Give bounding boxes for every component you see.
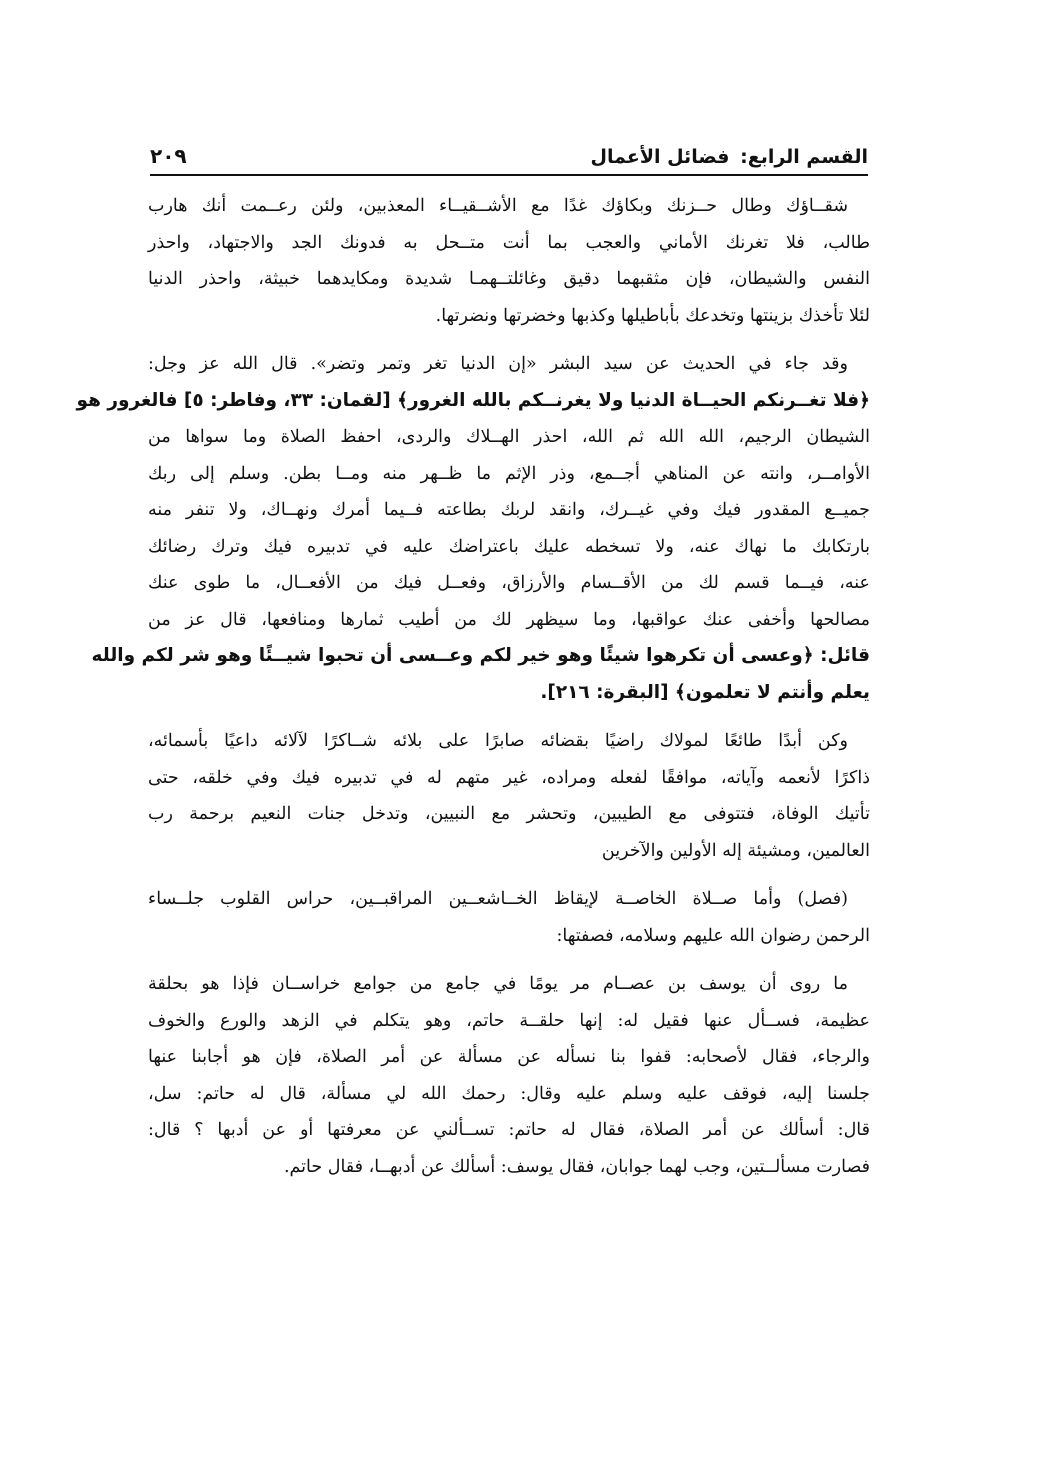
text-line: وقد جاء في الحديث عن سيد البشر «إن الدنيا تغر وتمر وتضر». قال الله عز وجل: — [148, 354, 848, 374]
text-line: ذاكرًا لأنعمه وآياته، موافقًا لفعله ومراده، غير متهم له في تدبيره فيك وفي خلقه، حتى — [148, 767, 870, 788]
text-line: فصارت مسألــتين، وجب لهما جوابان، فقال يوسف: أسألك عن أدبهــا، فقال حاتم. — [283, 1156, 870, 1177]
text-line: الأوامــر، وانته عن المناهي أجــمع، وذر الإثم ما ظــهر منه ومــا بطن. وسلم إلى ربك — [148, 463, 870, 484]
text-line: الشيطان الرجيم، الله الله ثم الله، احذر الهــلاك والردى، احفظ الصلاة وما سواها من — [148, 427, 870, 447]
paragraph-2 — [76, 346, 870, 711]
paragraph-4 — [148, 881, 870, 954]
paragraph-5 — [148, 966, 870, 1185]
text-line: جلسنا إليه، فوقف عليه وسلم عليه وقال: رحمك الله لي مسألة، قال له حاتم: سل، — [148, 1083, 870, 1104]
quran-verse-line: قائل: ﴿وعسى أن تكرهوا شيئًا وهو خير لكم وعــسى أن تحبوا شيــئًا وهو شر لكم والله — [91, 645, 870, 666]
page-body — [76, 188, 870, 1197]
text-line: مصالحها وأخفى عنك عواقبها، وما سيظهر لك من أطيب ثمارها ومنافعها، قال عز من — [148, 609, 870, 630]
section-title — [590, 146, 868, 174]
text-line: (فصل) وأما صــلاة الخاصــة لإيقاظ الخــاشعــين المراقبــين، حراس القلوب جلــساء — [148, 889, 848, 909]
text-line: ما روى أن يوسف بن عصــام مر يومًا في جامع من جوامع خراســان فإذا هو بحلقة — [148, 974, 848, 994]
text-line: بارتكابك ما نهاك عنه، ولا تسخطه عليك باعتراضك عليه في تدبيره فيك وترك رضائك — [148, 536, 870, 557]
page-number: ٢٠٩ — [150, 144, 187, 168]
subject-label: فضائل الأعمال — [590, 146, 730, 168]
running-header — [150, 128, 868, 176]
text-line: النفس والشيطان، فإن مثقبهما دقيق وغائلتــهمـا شديدة ومكايدهما خبيثة، واحذر الدنيا — [148, 269, 870, 289]
text-line: الرحمن رضوان الله عليهم وسلامه، فصفتها: — [556, 925, 870, 946]
paragraph-3 — [148, 723, 870, 869]
text-line: لئلا تأخذك بزينتها وتخدعك بأباطيلها وكذبها وخضرتها ونضرتها. — [435, 305, 870, 326]
quran-verse-line: ﴿فلا تغــرنكم الحيــاة الدنيا ولا يغرنــكم بالله الغرور﴾ [لقمان: ٣٣، وفاطر: ٥] فالغرور هو — [76, 389, 870, 411]
text-line: العالمين، ومشيئة إله الأولين والآخرين — [601, 840, 870, 861]
text-line: قال: أسألك عن أمر الصلاة، فقال له حاتم: تســألني عن معرفتها أو عن أدبها ؟ قال: — [148, 1120, 870, 1140]
section-label: القسم الرابع: — [740, 146, 868, 168]
text-line: عنه، فيــما قسم لك من الأقــسام والأرزاق، وفعــل فيك من الأفعــال، ما طوى عنك — [148, 573, 870, 593]
text-line: وكن أبدًا طائعًا لمولاك راضيًا بقضائه صابرًا على بلائه شــاكرًا لآلائه داعيًا بأسمائه، — [148, 731, 848, 751]
text-line: تأتيك الوفاة، فتتوفى مع الطيبين، وتحشر مع النبيين، وتدخل جنات النعيم برحمة رب — [148, 804, 870, 824]
text-line: والرجاء، فقال لأصحابه: قفوا بنا نسأله عن مسألة عن أمر الصلاة، فإن هو أجابنا عنها — [148, 1047, 870, 1067]
text-line: طالب، فلا تغرنك الأماني والعجب بما أنت متــحل به فدونك الجد والاجتهاد، واحذر — [148, 232, 870, 253]
text-line: شقــاؤك وطال حــزنك وبكاؤك غدًا مع الأشــقيــاء المعذبين، ولئن رعــمت أنك هارب — [148, 196, 848, 216]
paragraph-1 — [148, 188, 870, 334]
quran-verse-line: يعلم وأنتم لا تعلمون﴾ [البقرة: ٢١٦]. — [540, 681, 870, 703]
text-line: جميــع المقدور فيك وفي غيــرك، وانقد لربك بطاعته فــيما أمرك ونهــاك، ولا تنفر منه — [148, 500, 870, 520]
text-line: عظيمة، فســأل عنها فقيل له: إنها حلقــة حاتم، وهو يتكلم في الزهد والورع والخوف — [148, 1010, 870, 1031]
